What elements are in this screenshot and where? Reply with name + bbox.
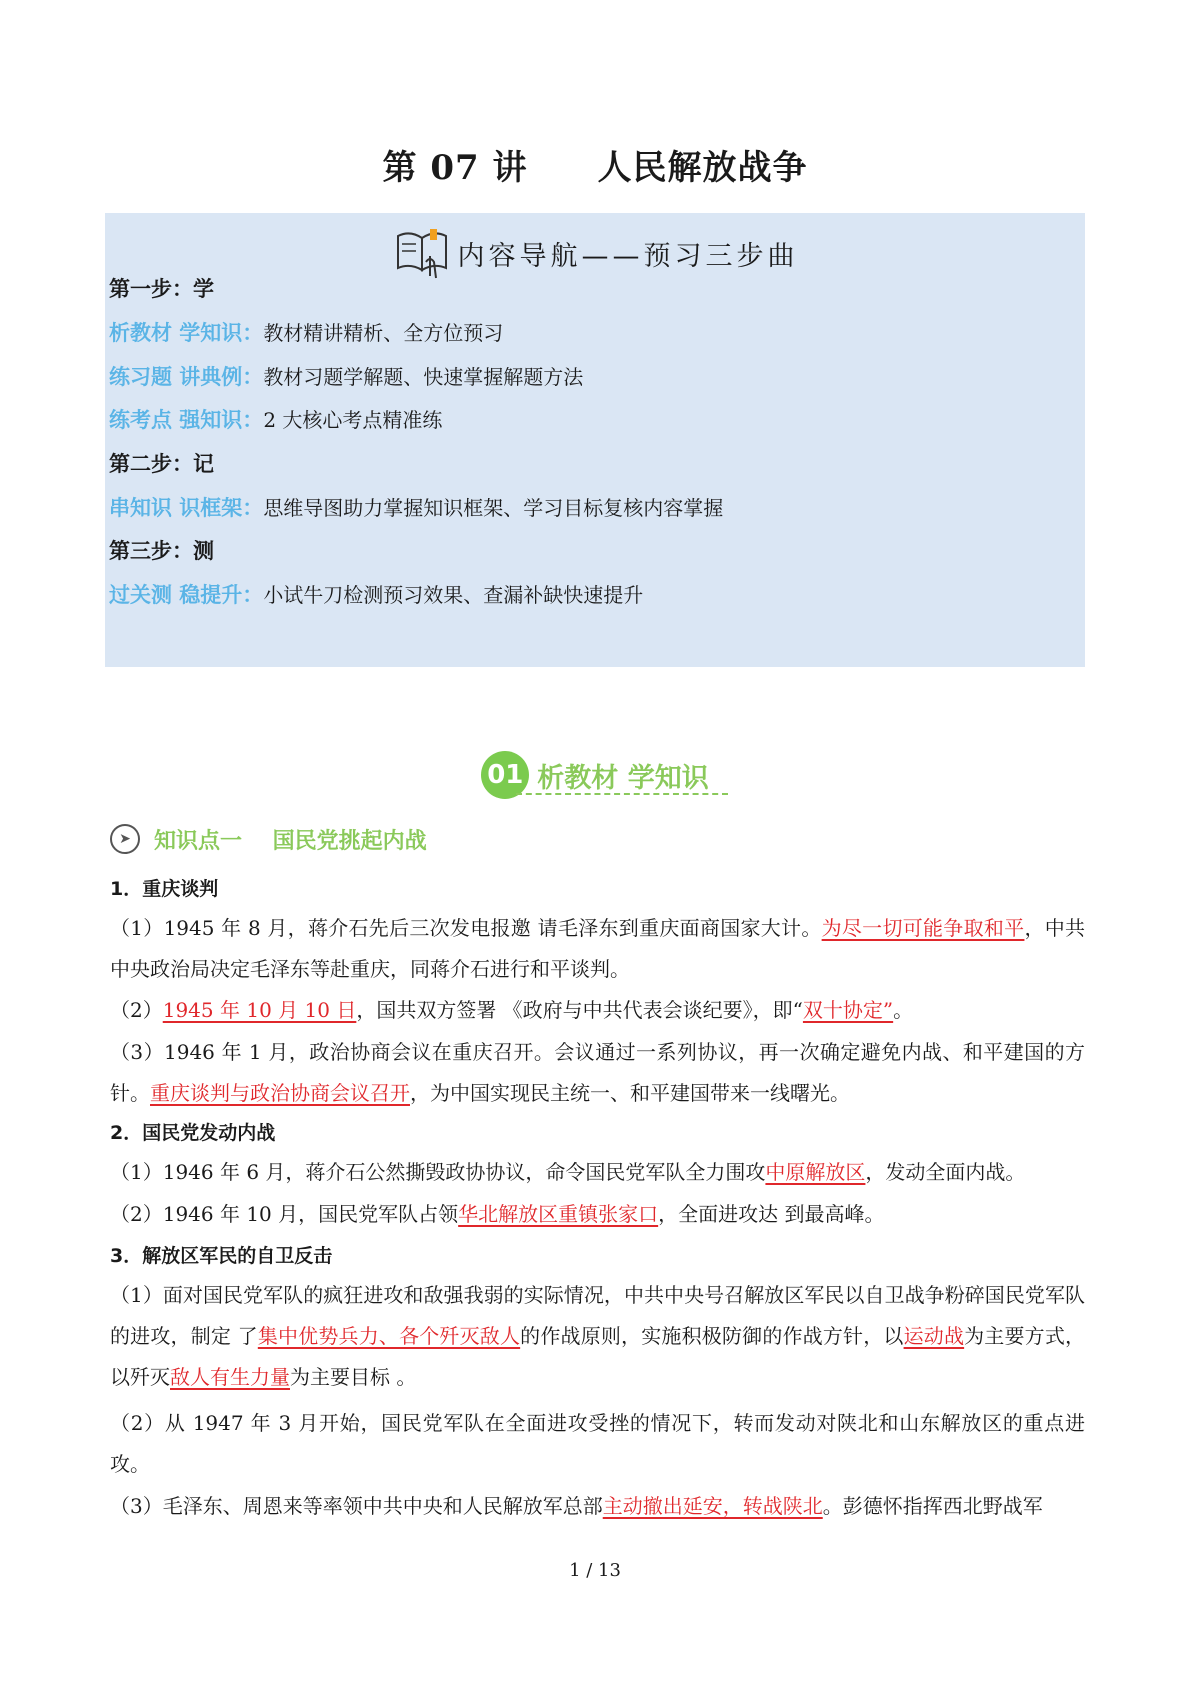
paragraph: （1）1946 年 6 月，蒋介石公然撕毁政协协议，命令国民党军队全力围攻中原解放区，发动全面内战。 bbox=[110, 1160, 1026, 1184]
knowledge-point-title: 知识点一 国民党挑起内战 bbox=[154, 828, 427, 854]
heading-civil-war: 2．国民党发动内战 bbox=[110, 1122, 276, 1144]
paragraph: （3）毛泽东、周恩来等率领中共中央和人民解放军总部主动撤出延安，转战陕北。彭德怀指挥西北野战军 bbox=[110, 1494, 1043, 1518]
book-hand-icon bbox=[392, 226, 454, 280]
content-navigation-box bbox=[105, 213, 1085, 667]
page-title: 第 07 讲 人民解放战争 bbox=[382, 148, 808, 188]
paragraph: （1）1945 年 8 月，蒋介石先后三次发电报邀 请毛泽东到重庆面商国家大计。为尽一切可能争取和平，中共中央政治局决定毛泽东等赴重庆，同蒋介石进行和平谈判。 bbox=[110, 916, 1085, 981]
nav-step-2: 第二步：记 bbox=[109, 452, 214, 476]
nav-step-1: 第一步：学 bbox=[109, 277, 214, 301]
nav-header bbox=[105, 225, 1085, 281]
nav-item: 练习题 讲典例：教材习题学解题、快速掌握解题方法 bbox=[109, 365, 584, 389]
section-title: 析教材 学知识 bbox=[537, 762, 709, 794]
paragraph: （2）1945 年 10 月 10 日，国共双方签署 《政府与中共代表会谈纪要》，即“双十协定”。 bbox=[110, 998, 914, 1022]
heading-chongqing-talks: 1．重庆谈判 bbox=[110, 878, 219, 900]
paragraph: （1）面对国民党军队的疯狂进攻和敌强我弱的实际情况，中共中央号召解放区军民以自卫战争粉碎国民党军队的进攻，制定 了集中优势兵力、各个歼灭敌人的作战原则，实施积极防御的作战方针，以运动战为主要方式，以歼灭敌人有生力量为主要目标 。 bbox=[110, 1283, 1086, 1389]
knowledge-point-header bbox=[110, 822, 427, 856]
paragraph: （2）从 1947 年 3 月开始，国民党军队在全面进攻受挫的情况下，转而发动对陕北和山东解放区的重点进攻。 bbox=[110, 1411, 1085, 1476]
nav-step-3: 第三步：测 bbox=[109, 539, 214, 563]
section-underline bbox=[516, 793, 728, 795]
nav-item: 析教材 学知识：教材精讲精析、全方位预习 bbox=[109, 321, 504, 345]
nav-item: 串知识 识框架：思维导图助力掌握知识框架、学习目标复核内容掌握 bbox=[109, 496, 724, 520]
arrow-circle-icon: ➤ bbox=[110, 824, 140, 854]
page-number: 1 / 13 bbox=[569, 1560, 621, 1581]
nav-item: 过关测 稳提升：小试牛刀检测预习效果、查漏补缺快速提升 bbox=[109, 583, 644, 607]
heading-self-defense: 3．解放区军民的自卫反击 bbox=[110, 1245, 333, 1267]
section-number-badge: 01 bbox=[481, 751, 529, 799]
paragraph: （3）1946 年 1 月，政治协商会议在重庆召开。会议通过一系列协议，再一次确定避免内战、和平建国的方针。重庆谈判与政治协商会议召开，为中国实现民主统一、和平建国带来一线曙光。 bbox=[110, 1040, 1085, 1105]
nav-item: 练考点 强知识：2 大核心考点精准练 bbox=[109, 408, 443, 432]
nav-header-title: 内容导航——预习三步曲 bbox=[457, 240, 799, 272]
paragraph: （2）1946 年 10 月，国民党军队占领华北解放区重镇张家口，全面进攻达 到最高峰。 bbox=[110, 1202, 885, 1226]
section-header bbox=[0, 746, 1190, 804]
